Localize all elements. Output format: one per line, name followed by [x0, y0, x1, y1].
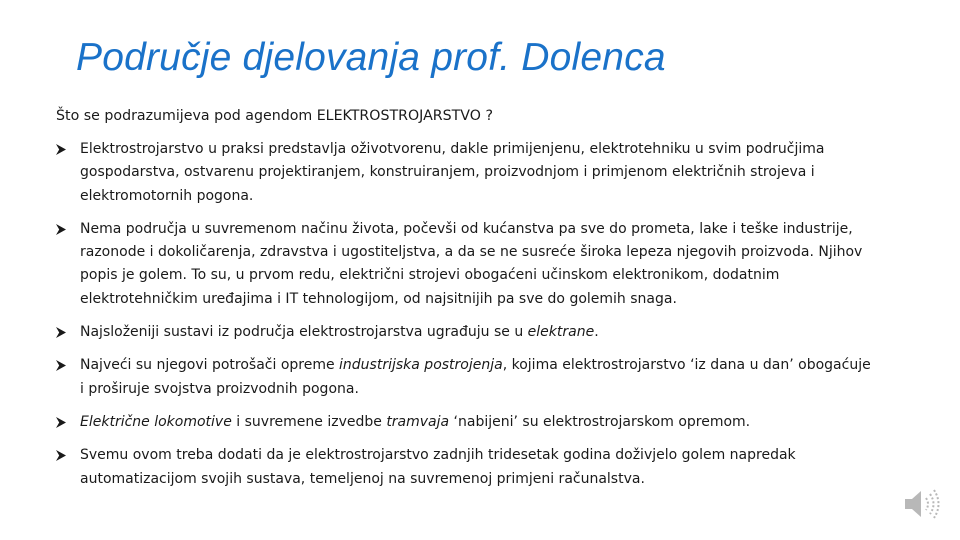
arrowhead-bullet-icon: [56, 138, 70, 161]
bullet-text: Nema područja u suvremenom načinu života, počevši od kućanstva pa sve do prometa, lake i teške industrije, razonode i dokoličarenja, zdravstva i ugostiteljstva, a da se ne susreće široka lepeza njegovih proizvoda. Njihov popis je golem. To su, u prvom redu, električni strojevi obogaćeni učinskom elektronikom, dodatnim elektrotehničkim uređajima i IT tehnologijom, od najsitnijih pa sve do golemih snaga.: [80, 220, 863, 307]
bullet-text: Najveći su njegovi potrošači opreme industrijska postrojenja, kojima elektrostrojarstvo ‘iz dana u dan’ obogaćuje i proširuje svojstva proizvodnih pogona.: [80, 357, 871, 397]
bullet-item: [56, 411, 876, 434]
arrowhead-bullet-icon: [56, 218, 70, 241]
bullet-text: Svemu ovom treba dodati da je elektrostrojarstvo zadnjih tridesetak godina doživjelo golem napredak automatizacijom svojih sustava, temeljenoj na suvremenoj primjeni računalstva.: [80, 447, 796, 487]
bullet-item: [56, 218, 876, 311]
agenda-question: Što se podrazumijeva pod agendom ELEKTROSTROJARSTVO ?: [56, 108, 493, 124]
emphasis-elektricne-lokomotive: Električne lokomotive: [80, 413, 232, 430]
bullet-item: [56, 444, 876, 491]
bullet-item: [56, 321, 876, 344]
bullet-item: [56, 354, 876, 401]
arrowhead-bullet-icon: [56, 444, 70, 467]
bullet-text: Elektrostrojarstvo u praksi predstavlja oživotvorenu, dakle primijenjenu, elektrotehniku u svim područjima gospodarstva, ostvarenu projektiranjem, konstruiranjem, proizvodnjom i primjenom električnih strojeva i elektromotornih pogona.: [80, 141, 825, 204]
arrowhead-bullet-icon: [56, 354, 70, 377]
bullet-list: [56, 138, 876, 491]
speaker-audio-icon[interactable]: [903, 486, 943, 522]
bullet-text: Najsloženiji sustavi iz područja elektrostrojarstva ugrađuju se u elektrane.: [80, 324, 599, 341]
bullet-text: Električne lokomotive i suvremene izvedbe tramvaja ‘nabijeni’ su elektrostrojarskom opremom.: [80, 413, 751, 430]
arrowhead-bullet-icon: [56, 321, 70, 344]
emphasis-elektrane: elektrane: [527, 324, 595, 341]
bullet-item: [56, 138, 876, 208]
emphasis-tramvaja: tramvaja: [386, 413, 450, 430]
slide-title: Područje djelovanja prof. Dolenca: [76, 36, 666, 79]
emphasis-industrijska-postrojenja: industrijska postrojenja: [339, 357, 503, 374]
arrowhead-bullet-icon: [56, 411, 70, 434]
